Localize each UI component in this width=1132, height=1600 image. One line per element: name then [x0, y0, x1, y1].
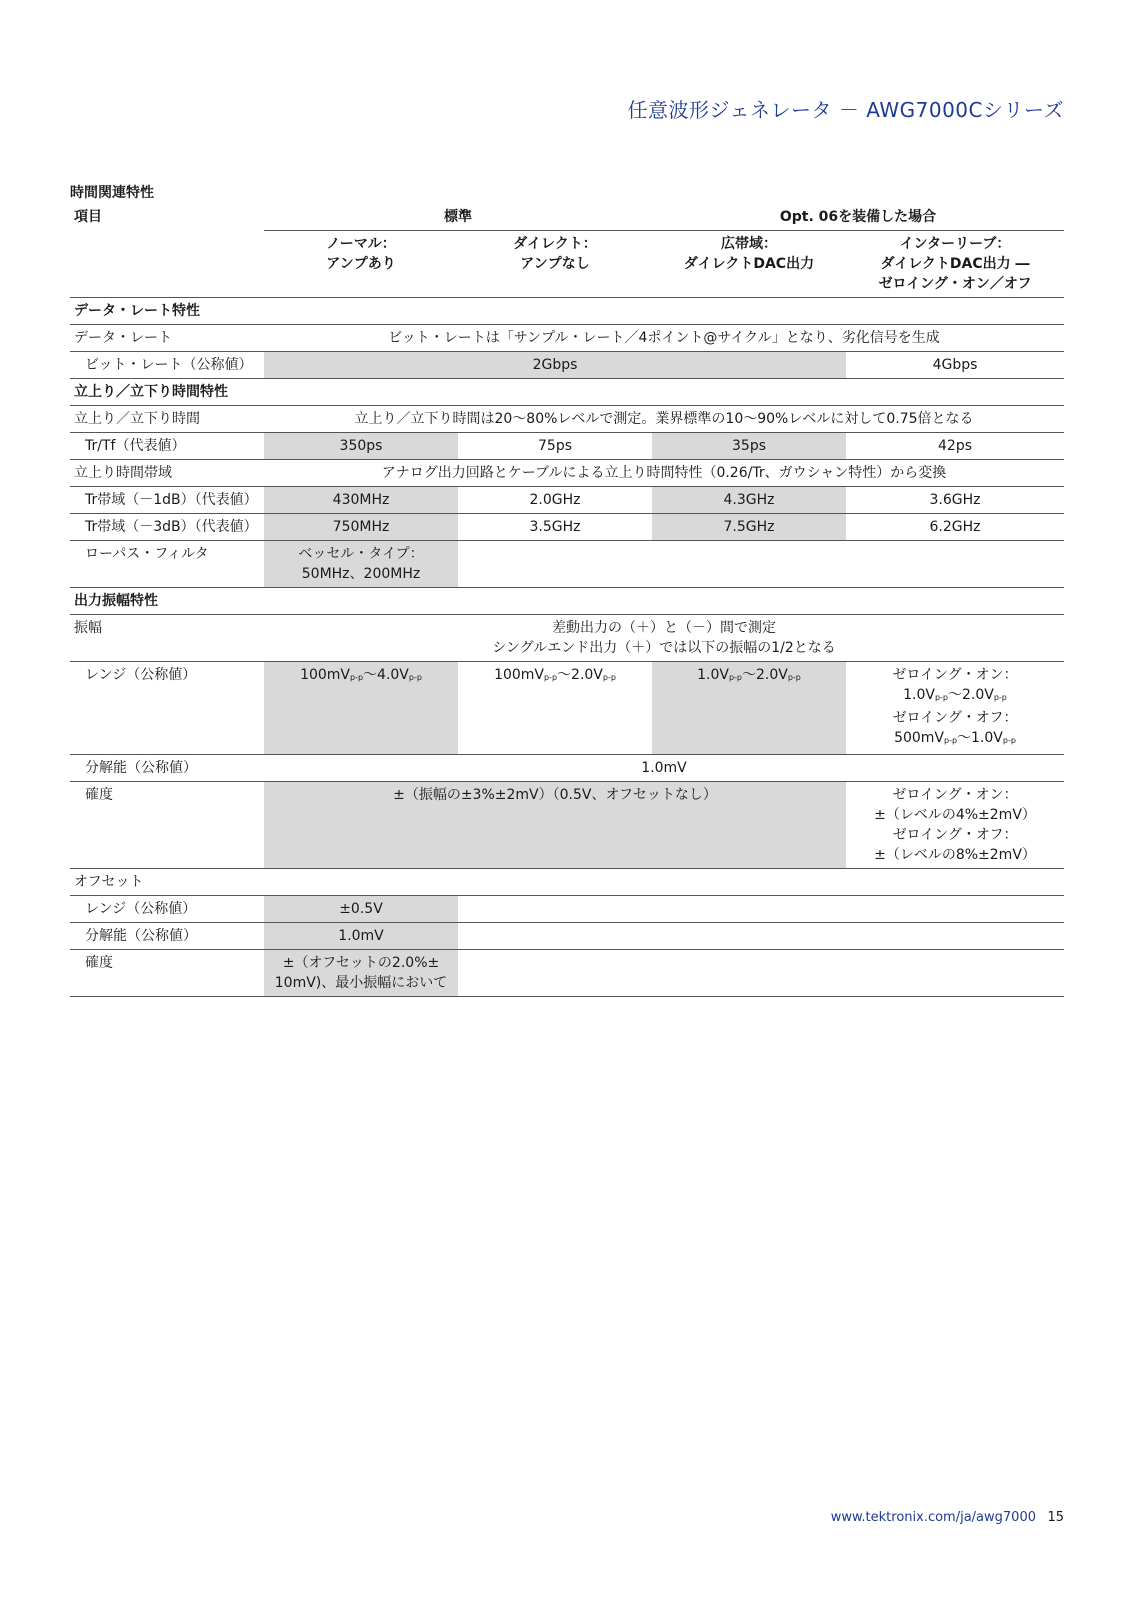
row-value: ±（振幅の±3%±2mV）（0.5V、オフセットなし） — [264, 782, 846, 869]
col-wideband-header: 広帯域： ダイレクトDAC出力 — [652, 231, 846, 298]
col-opt06-header: Opt. 06を装備した場合 — [652, 204, 1064, 231]
footer-url-link[interactable]: www.tektronix.com/ja/awg7000 — [830, 1510, 1036, 1525]
table-row — [70, 541, 1064, 588]
row-label: 確度 — [70, 782, 264, 869]
row-value: $1.0V_{p-p}\sim 2.0V_{p-p}$ — [652, 662, 846, 755]
row-value: 430MHz — [264, 487, 458, 514]
row-label: Tr帯域（－3dB）（代表値） — [70, 514, 264, 541]
section-title: 時間関連特性 — [70, 185, 154, 201]
section-heading: データ・レート特性 — [70, 298, 1064, 325]
table-row — [70, 950, 1064, 997]
row-value: 4Gbps — [846, 352, 1064, 379]
table-row — [70, 352, 1064, 379]
table-row — [70, 325, 1064, 352]
row-label: レンジ（公称値） — [70, 662, 264, 755]
row-label: データ・レート — [70, 325, 264, 352]
row-value: ビット・レートは「サンプル・レート／4ポイント@サイクル」となり、劣化信号を生成 — [264, 325, 1064, 352]
row-value: ±（オフセットの2.0%± 10mV)、最小振幅において — [264, 950, 458, 997]
table-row — [70, 782, 1064, 869]
row-value: 4.3GHz — [652, 487, 846, 514]
row-value: 差動出力の（＋）と（－）間で測定 シングルエンド出力（＋）では以下の振幅の1/2となる — [264, 615, 1064, 662]
row-value: ゼロイング・オン： ±（レベルの4%±2mV） ゼロイング・オフ： ±（レベルの8%±2mV） — [846, 782, 1064, 869]
row-value: 350ps — [264, 433, 458, 460]
row-value: 3.5GHz — [458, 514, 652, 541]
row-label: Tr/Tf（代表値） — [70, 433, 264, 460]
row-label: ローパス・フィルタ — [70, 541, 264, 588]
row-value: アナログ出力回路とケーブルによる立上り時間特性（0.26/Tr、ガウシャン特性）から変換 — [264, 460, 1064, 487]
row-value: 42ps — [846, 433, 1064, 460]
row-value: 2.0GHz — [458, 487, 652, 514]
row-value: ゼロイング・オン： $1.0V_{p-p}\sim 2.0V_{p-p}$ ゼロイング・オフ： $500mV_{p-p}\sim 1.0V_{p-p}$ — [846, 662, 1064, 755]
row-label: 確度 — [70, 950, 264, 997]
page-number: 15 — [1047, 1510, 1064, 1525]
col-standard-header: 標準 — [264, 204, 652, 231]
row-label: オフセット — [70, 869, 1064, 896]
table-row — [70, 615, 1064, 662]
row-value: 7.5GHz — [652, 514, 846, 541]
col-normal-header: ノーマル： アンプあり — [264, 231, 458, 298]
table-row — [70, 460, 1064, 487]
row-value: 立上り／立下り時間は20～80%レベルで測定。業界標準の10～90%レベルに対して0.75倍となる — [264, 406, 1064, 433]
row-label: Tr帯域（－1dB）（代表値） — [70, 487, 264, 514]
table-subheader-row — [70, 231, 1064, 298]
table-row — [70, 433, 1064, 460]
section-heading: 立上り／立下り時間特性 — [70, 379, 1064, 406]
row-value: ベッセル・タイプ： 50MHz、200MHz — [264, 541, 458, 588]
row-value: 6.2GHz — [846, 514, 1064, 541]
row-value: 750MHz — [264, 514, 458, 541]
page-title: 任意波形ジェネレータ － AWG7000Cシリーズ — [627, 98, 1064, 122]
table-row — [70, 869, 1064, 896]
table-row — [70, 896, 1064, 923]
table-row — [70, 923, 1064, 950]
table-row — [70, 406, 1064, 433]
spec-table — [70, 204, 1064, 997]
table-row — [70, 298, 1064, 325]
row-value: 2Gbps — [264, 352, 846, 379]
row-value: $100mV_{p-p}\sim 4.0V_{p-p}$ — [264, 662, 458, 755]
section-heading: 出力振幅特性 — [70, 588, 1064, 615]
row-label: 分解能（公称値） — [70, 923, 264, 950]
table-row — [70, 662, 1064, 755]
table-row — [70, 487, 1064, 514]
row-label: 立上り時間帯域 — [70, 460, 264, 487]
row-value: 1.0mV — [264, 755, 1064, 782]
row-value: 3.6GHz — [846, 487, 1064, 514]
row-label: ビット・レート（公称値） — [70, 352, 264, 379]
table-row — [70, 588, 1064, 615]
table-row — [70, 379, 1064, 406]
table-row — [70, 755, 1064, 782]
row-value: 75ps — [458, 433, 652, 460]
row-value: $100mV_{p-p}\sim 2.0V_{p-p}$ — [458, 662, 652, 755]
row-value: 1.0mV — [264, 923, 458, 950]
row-label: レンジ（公称値） — [70, 896, 264, 923]
row-label: 分解能（公称値） — [70, 755, 264, 782]
row-label: 振幅 — [70, 615, 264, 662]
col-item-header: 項目 — [74, 209, 102, 225]
col-direct-header: ダイレクト： アンプなし — [458, 231, 652, 298]
row-value: 35ps — [652, 433, 846, 460]
row-value: ±0.5V — [264, 896, 458, 923]
row-label: 立上り／立下り時間 — [70, 406, 264, 433]
table-row — [70, 514, 1064, 541]
col-interleave-header: インターリーブ： ダイレクトDAC出力 ― ゼロイング・オン／オフ — [846, 231, 1064, 298]
table-header-row — [70, 204, 1064, 231]
